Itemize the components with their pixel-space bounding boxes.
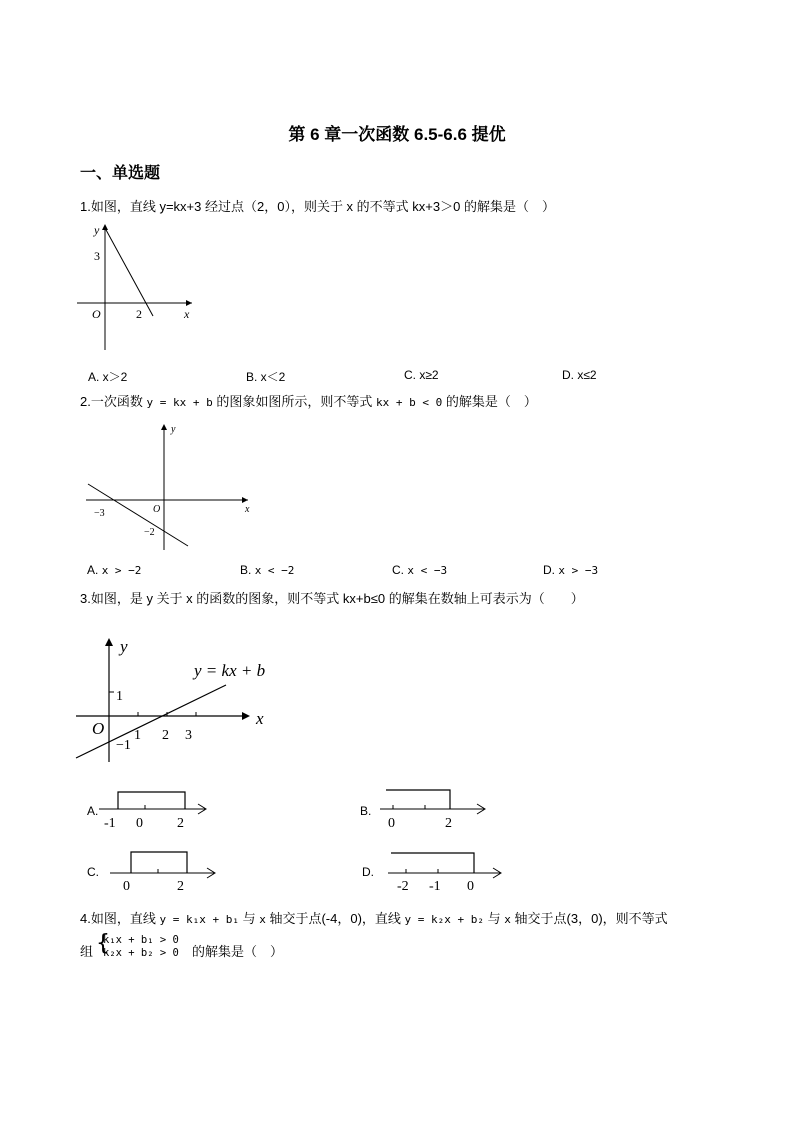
y-tick-1: 1 <box>116 689 123 704</box>
question-2-graph <box>84 420 259 555</box>
svg-text:0: 0 <box>123 879 130 892</box>
q2-equation: y = kx + b <box>146 396 213 409</box>
question-3-text: 3.如图，是 y 关于 x 的函数的图象，则不等式 kx+b≤0 的解集在数轴上可表示为（ ） <box>80 591 584 606</box>
svg-text:0: 0 <box>388 816 395 830</box>
origin-label: O <box>92 719 105 738</box>
y-intercept-label: 3 <box>94 249 100 263</box>
y-axis-label: y <box>94 223 100 237</box>
svg-text:0: 0 <box>467 879 474 892</box>
question-1-text: 1.如图，直线 y=kx+3 经过点（2，0），则关于 x 的不等式 kx+3＞0 的解集是（ ） <box>80 199 555 214</box>
question-4-line-2-tail: 的解集是（ ） <box>192 944 284 959</box>
section-heading: 一、单选题 <box>80 165 161 182</box>
q4-equation-1: y = k₁x + b₁ <box>159 913 239 926</box>
q2-inequality: kx + b < 0 <box>375 396 443 409</box>
x-axis-label: x <box>256 709 264 728</box>
q3-option-a-numberline[interactable] <box>97 787 212 832</box>
question-3-graph <box>72 630 282 770</box>
question-4-line-1: 4.如图，直线 y = k₁x + b₁ 与 x 轴交于点(-4，0)，直线 y = k₂x + b₂ 与 x 轴交于点(3，0)，则不等式 <box>80 911 668 926</box>
question-4-group-label: 组 <box>80 944 94 959</box>
svg-text:2: 2 <box>177 879 184 892</box>
x-intercept-label: 2 <box>136 307 142 321</box>
q2-option-d[interactable]: D. x > −3 <box>543 563 599 577</box>
page-title: 第 6 章一次函数 6.5-6.6 提优 <box>288 125 506 144</box>
x-axis-label: x <box>245 504 250 515</box>
svg-text:-1: -1 <box>429 879 441 892</box>
q4-inequality-system <box>103 934 179 960</box>
q3-option-c-letter[interactable]: C. <box>87 865 99 879</box>
q3-option-d-numberline[interactable] <box>386 847 506 892</box>
svg-text:0: 0 <box>136 816 143 831</box>
origin-label: O <box>92 307 101 321</box>
svg-text:-2: -2 <box>397 879 409 892</box>
x-intercept-label: −3 <box>94 508 105 519</box>
origin-label: O <box>153 504 161 515</box>
q3-option-d-letter[interactable]: D. <box>362 865 374 879</box>
q1-option-b[interactable]: B. x＜2 <box>246 370 286 384</box>
q3-option-a-letter[interactable]: A. <box>87 804 99 818</box>
q2-option-b[interactable]: B. x < −2 <box>240 563 295 577</box>
q4-equation-2: y = k₂x + b₂ <box>404 913 485 926</box>
x-tick-1: 1 <box>134 728 141 743</box>
y-tick-neg-1: −1 <box>116 738 131 753</box>
question-1-graph <box>72 218 202 353</box>
x-tick-3: 3 <box>185 728 192 743</box>
system-brace-icon: { <box>96 931 110 956</box>
q1-option-a[interactable]: A. x＞2 <box>88 370 128 384</box>
q2-option-a[interactable]: A. x > −2 <box>87 563 142 577</box>
q1-option-c[interactable]: C. x≥2 <box>404 368 439 382</box>
q3-option-b-letter[interactable]: B. <box>360 804 372 818</box>
q3-option-b-numberline[interactable] <box>378 785 493 830</box>
question-2-text: 2.一次函数 y = kx + b 的图象如图所示，则不等式 kx + b < 0 的解集是（ ） <box>80 394 537 409</box>
q4-system-row-1: k₁x + b₁ > 0 <box>103 934 179 946</box>
q3-option-c-numberline[interactable] <box>108 847 223 892</box>
y-axis-label: y <box>171 424 176 435</box>
q2-option-c[interactable]: C. x < −3 <box>392 563 448 577</box>
line-equation-label: y = kx + b <box>194 661 266 680</box>
y-intercept-label: −2 <box>144 527 155 538</box>
svg-text:-1: -1 <box>104 816 116 831</box>
q1-option-d[interactable]: D. x≤2 <box>562 368 597 382</box>
svg-text:2: 2 <box>445 816 452 830</box>
q4-system-row-2: k₂x + b₂ > 0 <box>103 947 179 959</box>
y-axis-label: y <box>120 637 128 656</box>
x-tick-2: 2 <box>162 728 169 743</box>
svg-text:2: 2 <box>177 816 184 831</box>
x-axis-label: x <box>184 307 190 321</box>
